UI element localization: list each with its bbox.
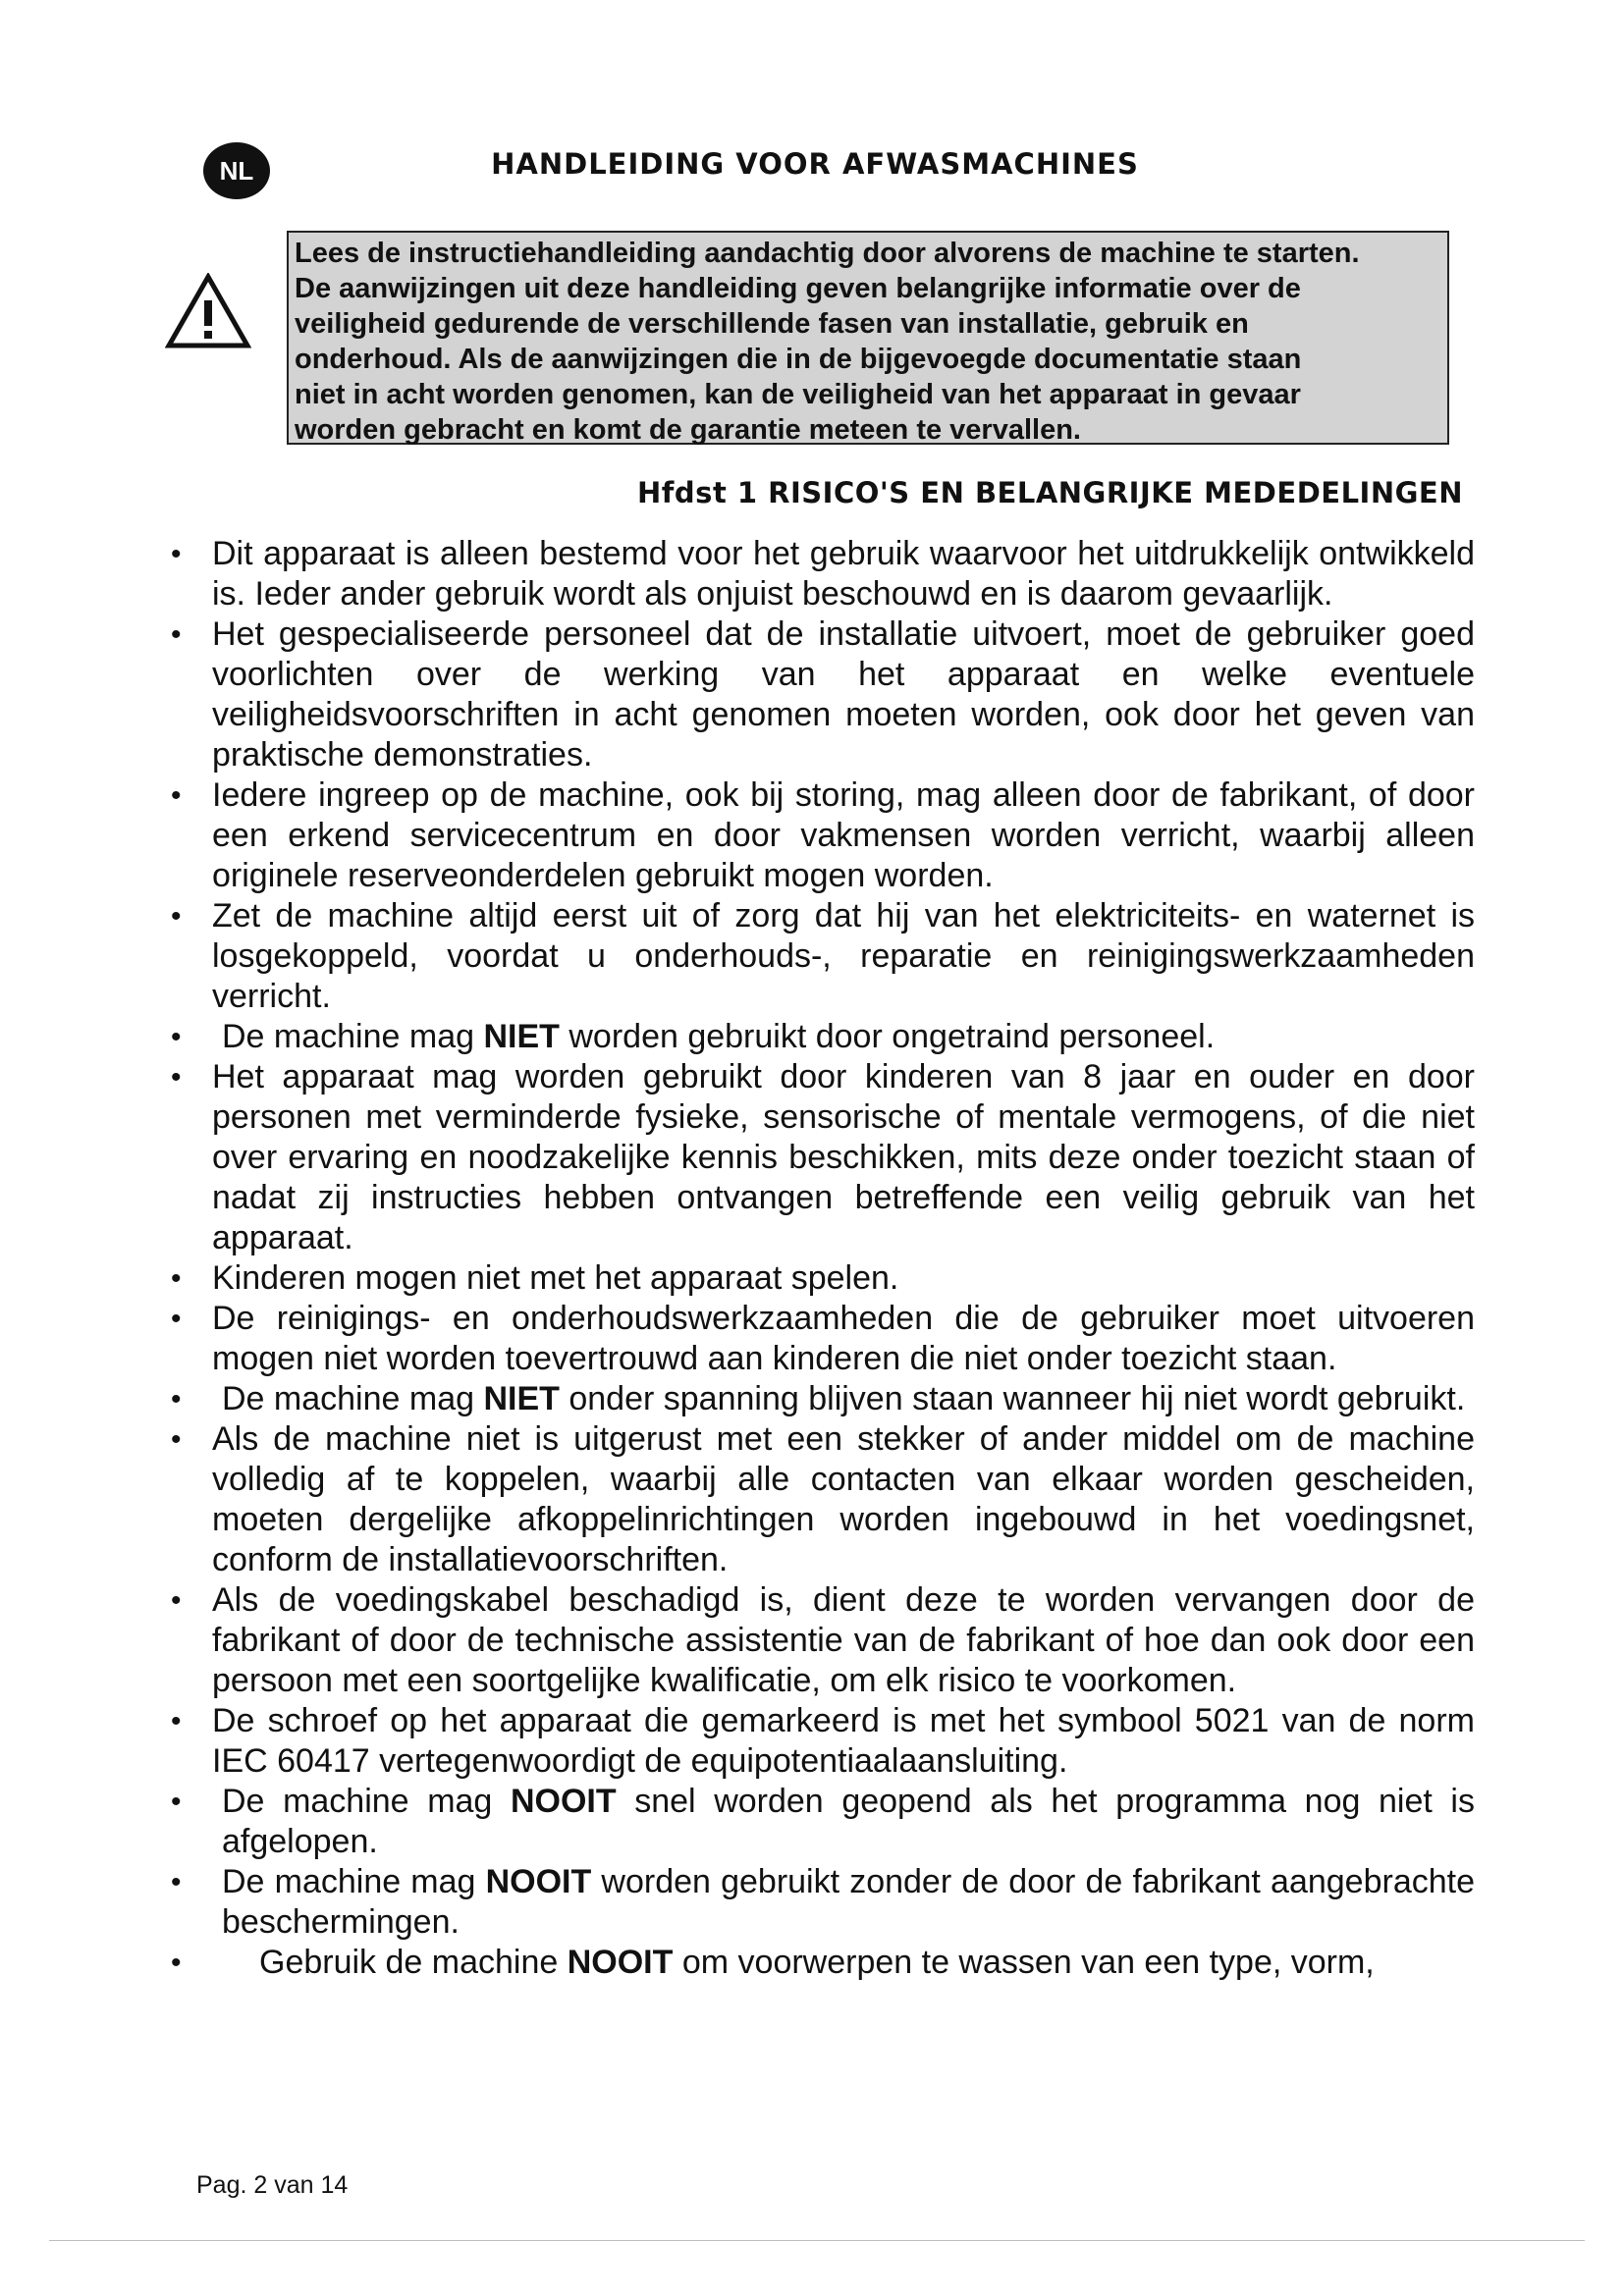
warning-line: Lees de instructiehandleiding aandachtig door alvorens de machine te starten. <box>295 238 1360 269</box>
item-emphasis: NIET <box>483 1380 560 1417</box>
bullet-icon: • <box>171 1021 182 1053</box>
item-text: onder spanning blijven staan wanneer hij niet wordt gebruikt. <box>559 1380 1466 1417</box>
page-title: HANDLEIDING VOOR AFWASMACHINES <box>491 147 1139 181</box>
bullet-icon: • <box>171 1866 182 1898</box>
list-item <box>169 1943 1485 1983</box>
bullet-icon: • <box>171 779 182 812</box>
list-item <box>169 1057 1485 1258</box>
warning-line: veiligheid gedurende de verschillende fasen van installatie, gebruik en <box>295 308 1249 340</box>
bullet-icon: • <box>171 1303 182 1335</box>
list-item <box>169 1701 1485 1782</box>
item-text: De schroef op het apparaat die gemarkeerd is met het symbool 5021 van de norm IEC 60417 vertegenwoordigt de equipotentiaalaansluiting. <box>212 1702 1475 1780</box>
bullet-icon: • <box>171 1262 182 1295</box>
list-item <box>169 1782 1485 1862</box>
item-text: Gebruik de machine <box>259 1944 568 1981</box>
item-text: De machine mag <box>222 1863 486 1900</box>
bullet-icon: • <box>171 1584 182 1617</box>
list-item <box>169 1379 1485 1419</box>
list-item <box>169 1862 1485 1943</box>
list-item <box>169 1419 1485 1580</box>
list-item <box>169 534 1485 614</box>
item-text: Dit apparaat is alleen bestemd voor het gebruik waarvoor het uitdrukkelijk ontwikkeld is. Ieder ander gebruik wordt als onjuist beschouwd en is daarom gevaarlijk. <box>212 535 1475 613</box>
footer-divider <box>49 2240 1585 2241</box>
item-text: worden gebruikt door ongetraind personeel. <box>559 1018 1216 1055</box>
item-text: snel worden geopend als het programma nog niet is afgelopen. <box>222 1783 1475 1860</box>
item-text: Het gespecialiseerde personeel dat de installatie uitvoert, moet de gebruiker goed voorlichten over de werking van het apparaat en welke eventuele veiligheidsvoorschriften in acht genomen moeten worden, ook door het geven van praktische demonstraties. <box>212 615 1475 774</box>
list-item <box>169 1258 1485 1299</box>
page-number: Pag. 2 van 14 <box>196 2171 349 2199</box>
language-badge: NL <box>203 142 270 199</box>
item-text: worden gebruikt zonder de door de fabrikant aangebrachte beschermingen. <box>222 1863 1475 1941</box>
item-text: De machine mag <box>222 1783 511 1820</box>
warning-triangle-icon <box>165 273 251 349</box>
item-text: De machine mag <box>222 1018 484 1055</box>
warning-line: worden gebracht en komt de garantie meteen te vervallen. <box>295 414 1081 446</box>
list-item <box>169 896 1485 1017</box>
item-emphasis: NOOIT <box>485 1863 592 1900</box>
item-text: De reinigings- en onderhoudswerkzaamheden die de gebruiker moet uitvoeren mogen niet worden toevertrouwd aan kinderen die niet onder toezicht staan. <box>212 1300 1475 1377</box>
bullet-icon: • <box>171 1383 182 1415</box>
warning-line: De aanwijzingen uit deze handleiding geven belangrijke informatie over de <box>295 273 1301 304</box>
bullet-icon: • <box>171 1947 182 1979</box>
item-emphasis: NOOIT <box>510 1783 617 1820</box>
bullet-icon: • <box>171 1423 182 1456</box>
item-text: Als de voedingskabel beschadigd is, dient deze te worden vervangen door de fabrikant of door de technische assistentie van de fabrikant of hoe dan ook door een persoon met een soortgelijke kwalificatie, om elk risico te voorkomen. <box>212 1581 1475 1699</box>
safety-notices-list <box>169 534 1485 1983</box>
chapter-heading: Hfdst 1 RISICO'S EN BELANGRIJKE MEDEDELINGEN <box>637 476 1463 509</box>
item-text: De machine mag <box>222 1380 484 1417</box>
bullet-icon: • <box>171 900 182 933</box>
item-text: Zet de machine altijd eerst uit of zorg dat hij van het elektriciteits- en waternet is losgekoppeld, voordat u onderhouds-, reparatie en reinigingswerkzaamheden verricht. <box>212 897 1475 1015</box>
bullet-icon: • <box>171 1705 182 1737</box>
bullet-icon: • <box>171 538 182 570</box>
bullet-icon: • <box>171 618 182 651</box>
warning-line: onderhoud. Als de aanwijzingen die in de bijgevoegde documentatie staan <box>295 344 1302 375</box>
item-emphasis: NIET <box>483 1018 560 1055</box>
list-item <box>169 614 1485 775</box>
warning-line: niet in acht worden genomen, kan de veiligheid van het apparaat in gevaar <box>295 379 1301 410</box>
item-text: Iedere ingreep op de machine, ook bij storing, mag alleen door de fabrikant, of door een erkend servicecentrum en door vakmensen worden verricht, waarbij alleen originele reserveonderdelen gebruikt mogen worden. <box>212 776 1475 894</box>
warning-notice-box <box>287 231 1449 445</box>
item-emphasis: NOOIT <box>567 1944 674 1981</box>
list-item <box>169 1580 1485 1701</box>
item-text: Kinderen mogen niet met het apparaat spelen. <box>212 1259 899 1297</box>
item-text: om voorwerpen te wassen van een type, vorm, <box>673 1944 1375 1981</box>
list-item <box>169 775 1485 896</box>
bullet-icon: • <box>171 1061 182 1094</box>
item-text: Het apparaat mag worden gebruikt door kinderen van 8 jaar en ouder en door personen met verminderde fysieke, sensorische of mentale vermogens, of die niet over ervaring en noodzakelijke kennis beschikken, mits deze onder toezicht staan of nadat zij instructies hebben ontvangen betreffende een veilig gebruik van het apparaat. <box>212 1058 1475 1256</box>
list-item <box>169 1299 1485 1379</box>
list-item <box>169 1017 1485 1057</box>
bullet-icon: • <box>171 1786 182 1818</box>
item-text: Als de machine niet is uitgerust met een stekker of ander middel om de machine volledig af te koppelen, waarbij alle contacten van elkaar worden gescheiden, moeten dergelijke afkoppelinrichtingen worden ingebouwd in het voedingsnet, conform de installatievoorschriften. <box>212 1420 1475 1578</box>
